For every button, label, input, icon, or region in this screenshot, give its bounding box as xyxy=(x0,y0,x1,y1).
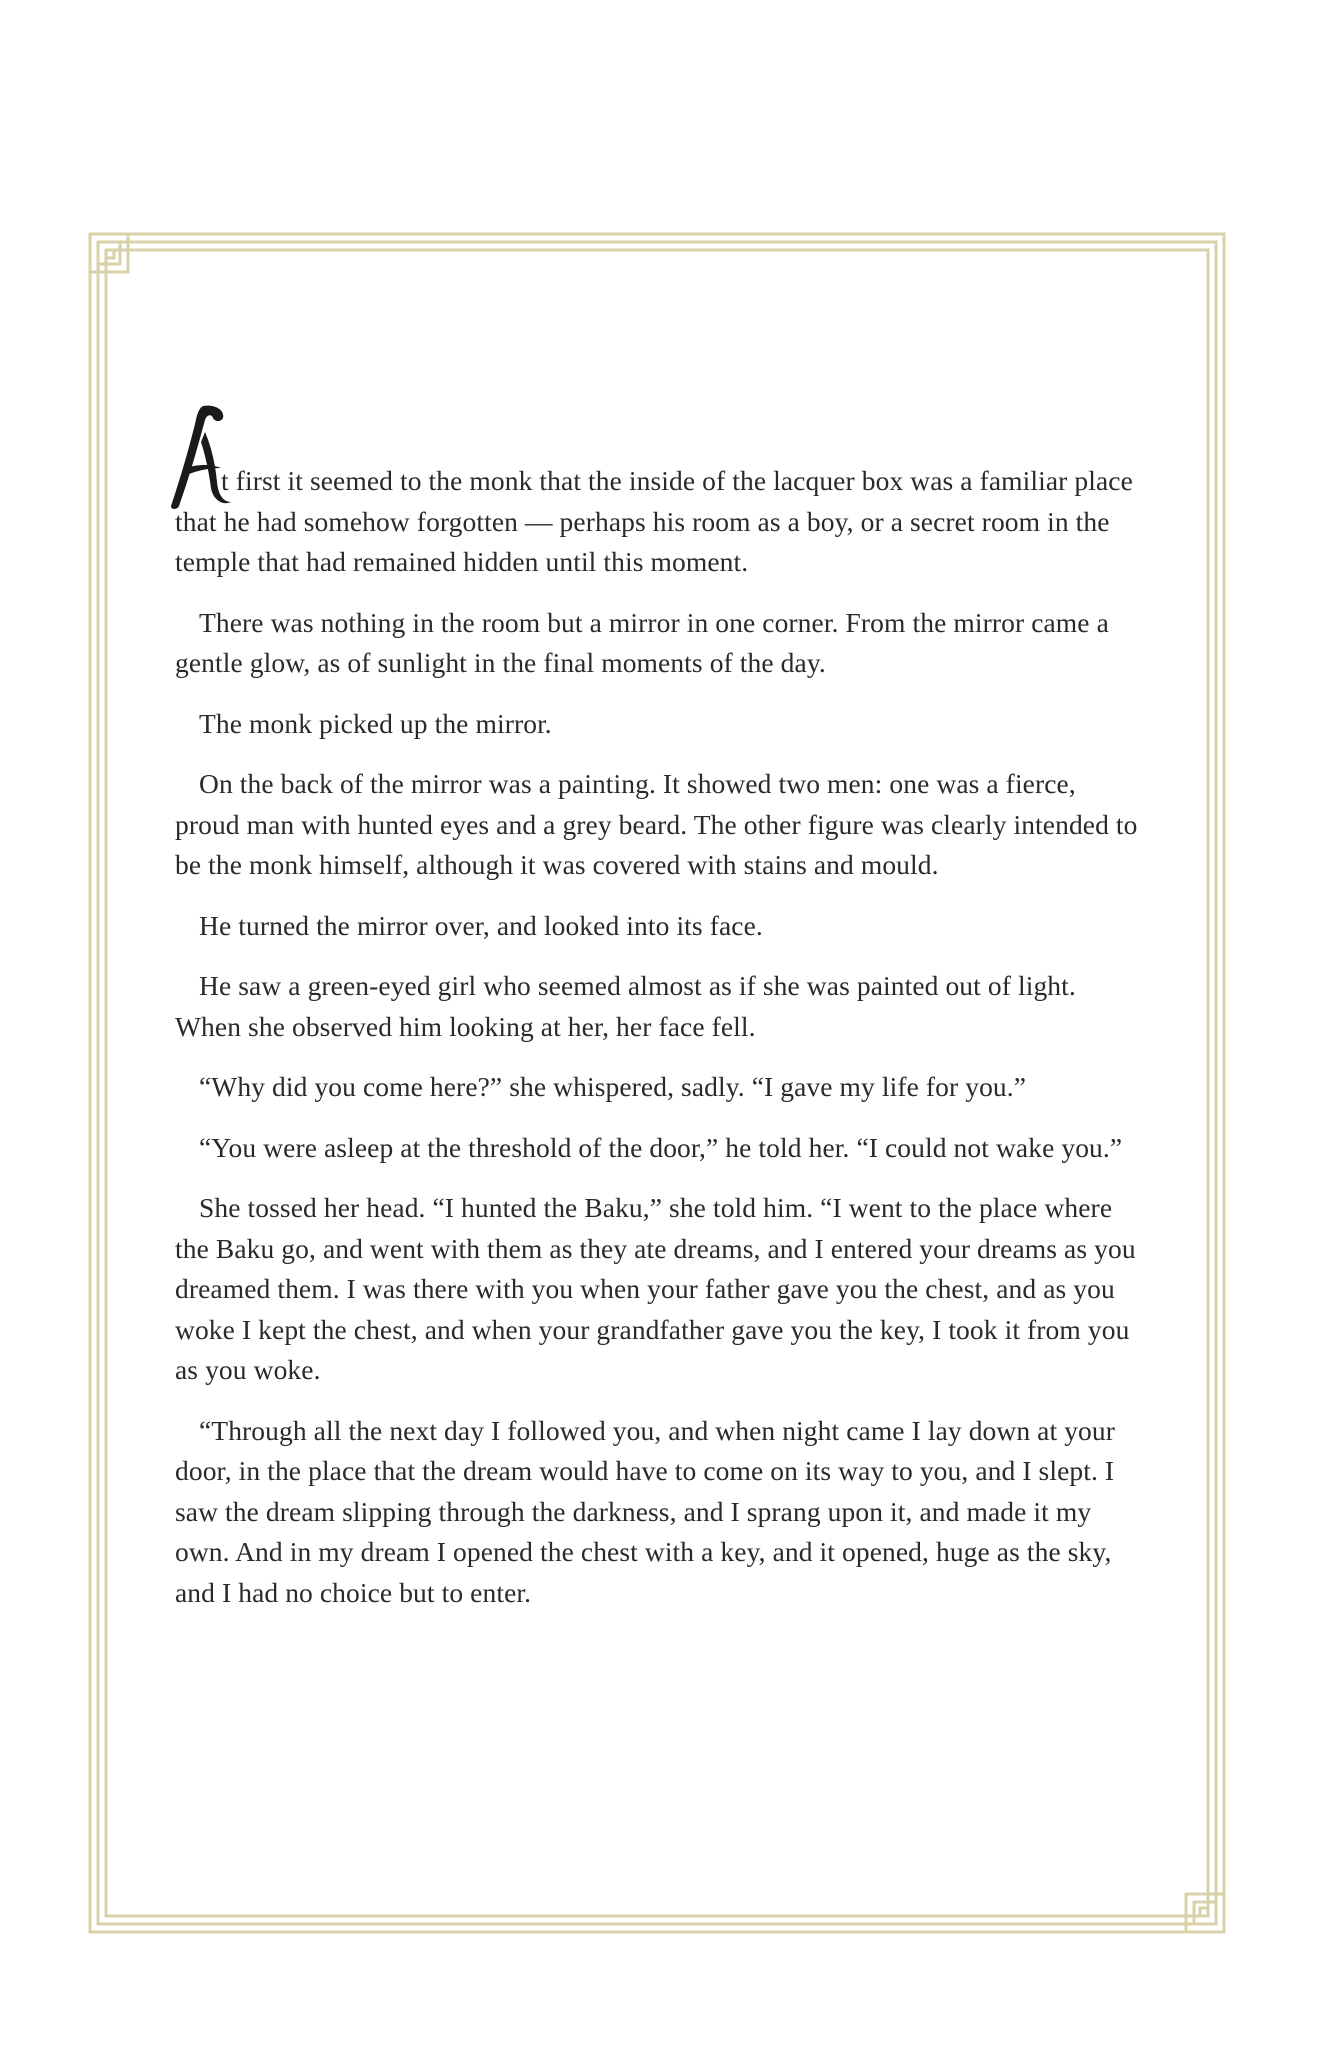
paragraph-1 xyxy=(175,408,1140,583)
paragraph-2: There was nothing in the room but a mirror in one corner. From the mirror came a gentle glow, as of sunlight in the final moments of the day. xyxy=(175,606,1109,678)
paragraph-10: “Through all the next day I followed you, and when night came I lay down at your door, in the place that the dream would have to come on its way to you, and I slept. I saw the dream slipping through the darkness, and I sprang upon it, and made it my own. And in my dream I opened the chest with a key, and it opened, huge as the sky, and I had no choice but to enter. xyxy=(175,1414,1116,1608)
paragraph-5: He turned the mirror over, and looked into its face. xyxy=(199,909,763,941)
dropcap-a-icon xyxy=(157,402,243,512)
paragraph-8: “You were asleep at the threshold of the door,” he told her. “I could not wake you.” xyxy=(199,1131,1123,1163)
paragraph-6: He saw a green-eyed girl who seemed almost as if she was painted out of light. When she observed him looking at her, her face fell. xyxy=(175,970,1076,1042)
paragraph-9: She tossed her head. “I hunted the Baku,” she told him. “I went to the place where the Baku go, and went with them as they ate dreams, and I entered your dreams as you dreamed them. I was there with you when your father gave you the chest, and as you woke I kept the chest, and when your grandfather gave you the key, I took it from you as you woke. xyxy=(175,1192,1136,1385)
paragraph-1-text: t first it seemed to the monk that the inside of the lacquer box was a familiar place that he had somehow forgotten — perhaps his room as a boy, or a secret room in the temple that had remained hidden until this moment. xyxy=(175,465,1133,577)
paragraph-7: “Why did you come here?” she whispered, sadly. “I gave my life for you.” xyxy=(199,1071,1027,1102)
story-text xyxy=(175,408,1140,1633)
paragraph-3: The monk picked up the mirror. xyxy=(199,707,552,739)
paragraph-4: On the back of the mirror was a painting. It showed two men: one was a fierce, proud man with hunted eyes and a grey beard. The other figure was clearly intended to be the monk himself, although it was covered with stains and mould. xyxy=(175,768,1138,880)
